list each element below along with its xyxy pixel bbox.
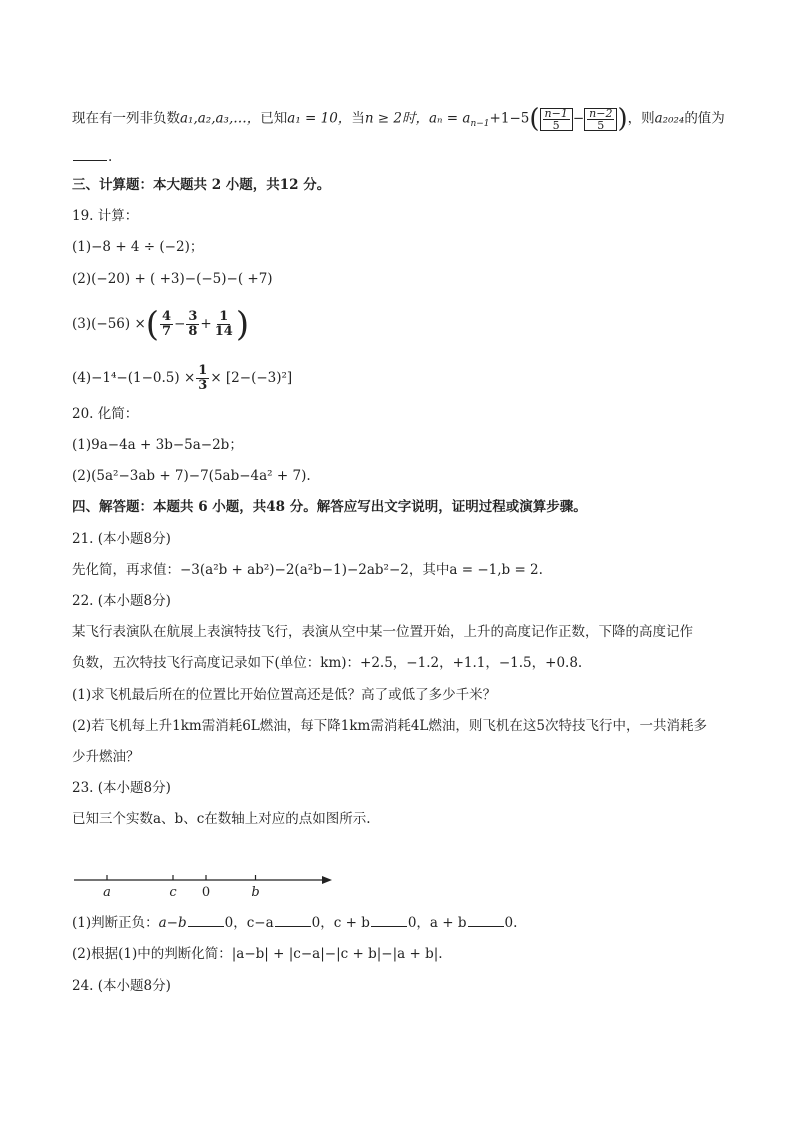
q19-p3-op1: − xyxy=(174,316,186,332)
q18-ask: 的值为 xyxy=(684,110,725,127)
q18-given: 已知 xyxy=(260,110,288,127)
section-3-heading: 三、计算题：本大题共 2 小题，共12 分。 xyxy=(72,177,331,193)
q18-f1-num: n−1 xyxy=(544,106,568,120)
q19-p3-f3-den: 14 xyxy=(214,324,233,339)
q23-part1 xyxy=(72,914,734,932)
q19-p3-rparen: ) xyxy=(235,304,250,345)
q18-answer-line xyxy=(72,148,734,166)
q23-title: 23. (本小题8分) xyxy=(72,780,171,796)
q19-p3-f1-den: 7 xyxy=(162,324,172,339)
number-line-label-0: 0 xyxy=(201,885,211,900)
q18-line xyxy=(72,106,734,133)
q19-p4-num: 1 xyxy=(198,363,208,378)
q23-p1-item-2: 0，c−a xyxy=(224,915,274,931)
q22-part2b: 少升燃油？ xyxy=(72,749,140,765)
q18-f2-num: n−2 xyxy=(589,106,613,120)
q19-p3-pre: (3)(−56) × xyxy=(72,316,146,332)
q19-part3 xyxy=(72,304,734,345)
q23-p1-item-3: 0，c + b xyxy=(311,915,370,931)
q18-blank xyxy=(73,148,107,161)
q18-plus: +1−5 xyxy=(489,110,530,127)
q18-floor1 xyxy=(540,108,573,131)
q18-minus: − xyxy=(572,110,585,127)
q18-lhs: aₙ = a xyxy=(429,110,471,127)
q21-body: 先化简，再求值：−3(a²b + ab²)−2(a²b−1)−2ab²−2，其中a = −1,b = 2. xyxy=(72,562,543,578)
q22-part2a: (2)若飞机每上升1km需消耗6L燃油，每下降1km需消耗4L燃油，则飞机在这5次特技飞行中，一共消耗多 xyxy=(72,718,707,734)
q20-title: 20. 化简： xyxy=(72,406,139,422)
q19-p4-pre: (4)−1⁴−(1−0.5) × xyxy=(72,370,196,386)
q23-p1-item-1: a−b xyxy=(158,915,187,931)
number-line-label-a: a xyxy=(103,885,111,900)
number-line-diagram xyxy=(70,868,340,902)
q23-p1-item-5: 0. xyxy=(504,915,518,931)
number-line-arrow-icon xyxy=(322,876,332,884)
q19-p3-lparen: ( xyxy=(145,304,160,345)
q18-ncond: n ≥ 2时， xyxy=(364,110,429,127)
q19-part4 xyxy=(72,364,734,393)
q18-intro: 现在有一列非负数 xyxy=(72,110,180,127)
q18-f1-den: 5 xyxy=(552,118,560,132)
q19-p4-post: × [2−(−3)²] xyxy=(210,370,293,386)
q19-p3-f3-num: 1 xyxy=(219,309,229,324)
q19-part2: (2)(−20) + ( +3)−(−5)−( +7) xyxy=(72,271,273,287)
q23-blank-4 xyxy=(468,914,504,927)
q19-p3-f2-num: 3 xyxy=(188,309,198,324)
q24-title: 24. (本小题8分) xyxy=(72,978,171,994)
q23-blank-1 xyxy=(188,914,224,927)
q22-title: 22. (本小题8分) xyxy=(72,593,171,609)
q20-part1: (1)9a−4a + 3b−5a−2b； xyxy=(72,437,243,453)
q18-a2024: a₂₀₂₄ xyxy=(654,110,685,127)
q23-blank-3 xyxy=(371,914,407,927)
q22-part1: (1)求飞机最后所在的位置比开始位置高还是低？高了或低了多少千米？ xyxy=(72,687,497,703)
q18-rparen: ) xyxy=(617,104,628,134)
q19-part1: (1)−8 + 4 ÷ (−2)； xyxy=(72,239,204,255)
number-line-label-c: c xyxy=(169,885,177,900)
q23-p1-item-4: 0，a + b xyxy=(407,915,467,931)
q23-blank-2 xyxy=(275,914,311,927)
q22-body-1: 某飞行表演队在航展上表演特技飞行，表演从空中某一位置开始，上升的高度记作正数，下降的高度记作 xyxy=(72,624,693,640)
q18-sub: n−1 xyxy=(470,119,490,130)
q18-seq: a₁,a₂,a₃,…， xyxy=(180,110,261,127)
q22-body-2: 负数，五次特技飞行高度记录如下(单位：km)：+2.5，−1.2，+1.1，−1.5，+0.8. xyxy=(72,655,583,671)
q18-end: . xyxy=(108,149,113,165)
q23-body: 已知三个实数a、b、c在数轴上对应的点如图所示. xyxy=(72,811,371,827)
q19-p4-den: 3 xyxy=(198,378,208,393)
q18-f2-den: 5 xyxy=(597,118,605,132)
q18-a1: a₁ = 10， xyxy=(287,110,352,127)
section-4-heading: 四、解答题：本题共 6 小题，共48 分。解答应写出文字说明，证明过程或演算步骤。 xyxy=(72,499,587,515)
q21-title: 21. (本小题8分) xyxy=(72,531,171,547)
q19-title: 19. 计算： xyxy=(72,208,139,224)
q18-when: 当 xyxy=(351,110,365,127)
q18-lparen: ( xyxy=(529,104,540,134)
number-line-label-b: b xyxy=(251,885,260,900)
q20-part2: (2)(5a²−3ab + 7)−7(5ab−4a² + 7). xyxy=(72,468,311,484)
q19-p3-f1-num: 4 xyxy=(162,309,172,324)
q19-p3-f2-den: 8 xyxy=(188,324,198,339)
q23-part2: (2)根据(1)中的判断化简：|a−b| + |c−a|−|c + b|−|a + b|. xyxy=(72,946,443,962)
q18-floor2 xyxy=(584,108,617,131)
q18-tail: ，则 xyxy=(627,110,655,127)
q23-p1-pre: (1)判断正负： xyxy=(72,915,159,931)
q19-p3-op2: + xyxy=(200,316,212,332)
